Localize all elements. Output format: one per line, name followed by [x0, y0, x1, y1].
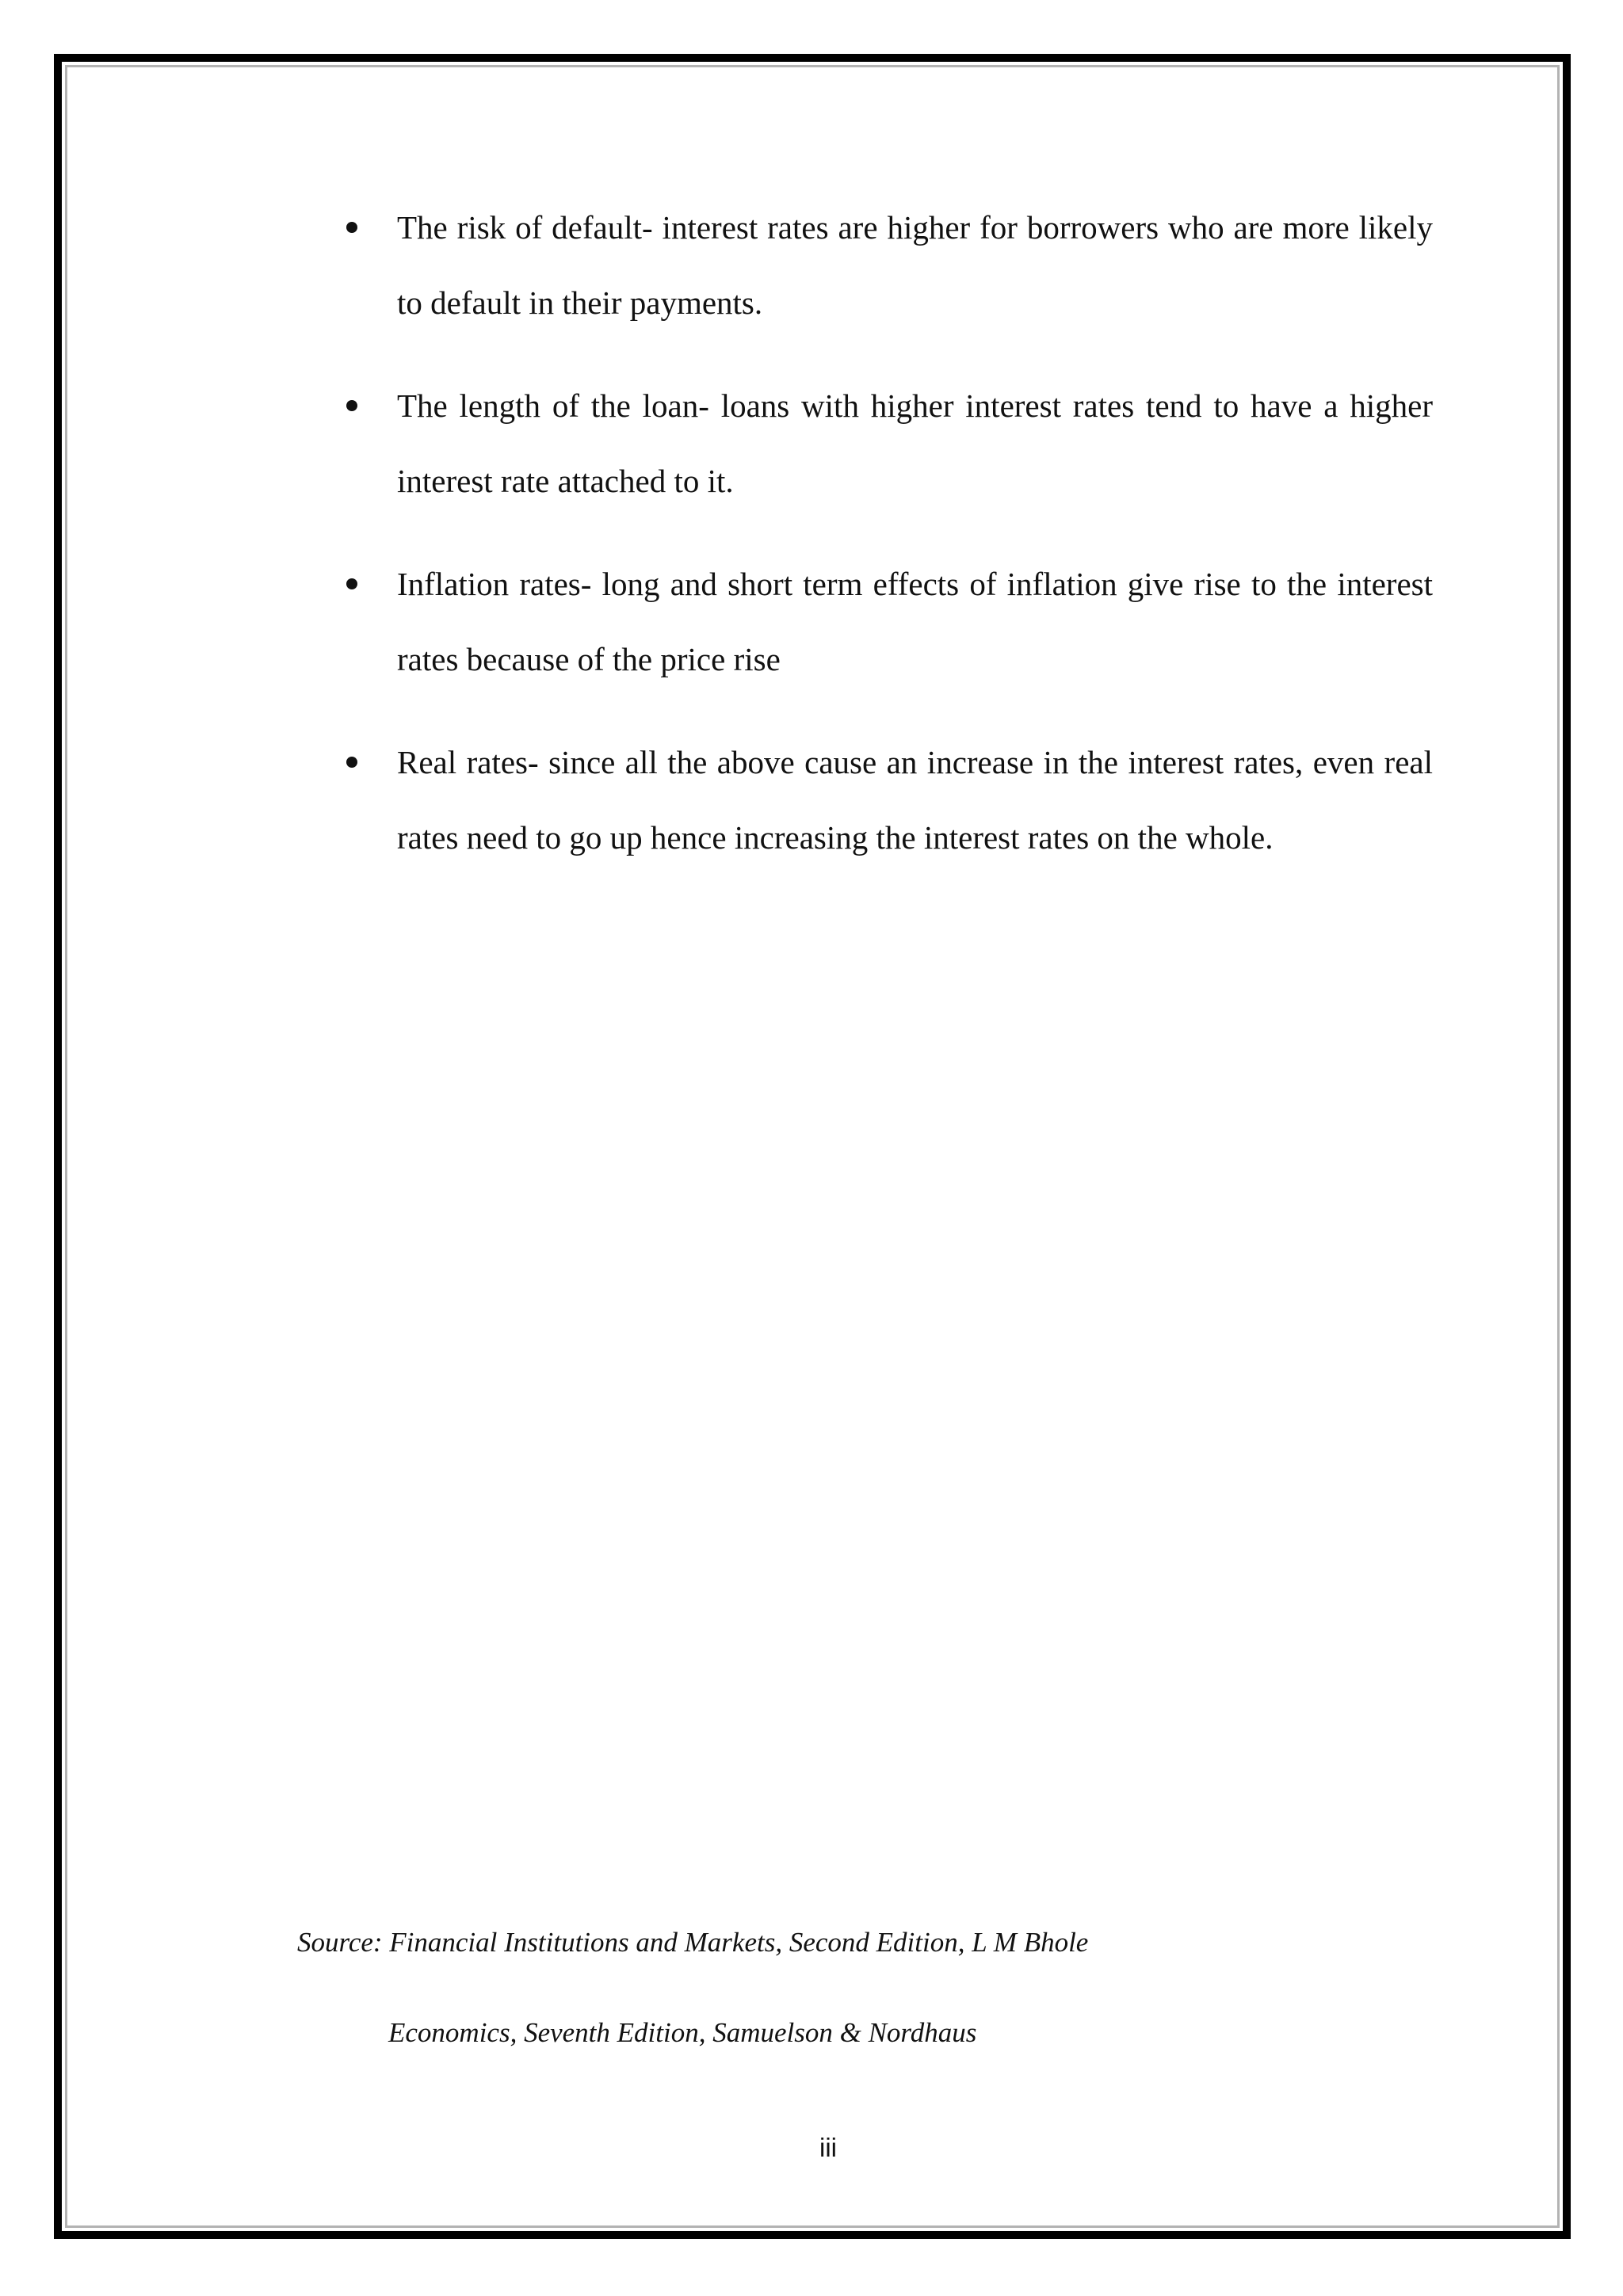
- bullet-icon: [346, 757, 357, 768]
- source-citation-1: Source: Financial Institutions and Markets, Second Edition, L M Bhole: [297, 1927, 1089, 1958]
- bullet-text: Inflation rates- long and short term effects of inflation give rise to the interest rates because of the price rise: [397, 566, 1433, 677]
- bullet-text: Real rates- since all the above cause an increase in the interest rates, even real rates need to go up hence increasing the interest rates on the whole.: [397, 744, 1433, 856]
- bullet-text: The length of the loan- loans with higher interest rates tend to have a higher interest rate attached to it.: [397, 387, 1433, 499]
- page-number: iii: [819, 2133, 837, 2162]
- bullet-item-real-rates: [341, 725, 1433, 875]
- bullet-text: The risk of default- interest rates are higher for borrowers who are more likely to default in their payments.: [397, 209, 1433, 321]
- bullet-icon: [346, 222, 357, 233]
- source-citation-2: Economics, Seventh Edition, Samuelson & Nordhaus: [388, 2017, 977, 2048]
- bullet-icon: [346, 400, 357, 411]
- bullet-list: [341, 190, 1433, 903]
- bullet-icon: [346, 578, 357, 589]
- bullet-item-risk-of-default: [341, 190, 1433, 341]
- bullet-item-length-of-loan: [341, 368, 1433, 519]
- bullet-item-inflation-rates: [341, 547, 1433, 697]
